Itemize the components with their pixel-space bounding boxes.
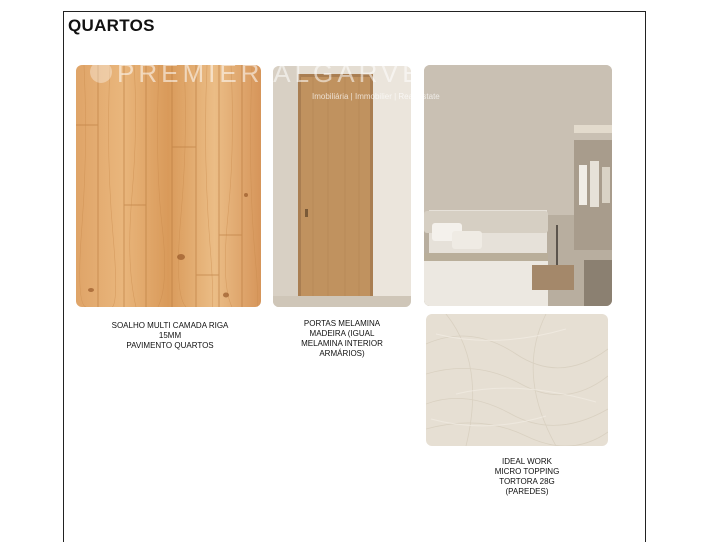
watermark-brand: PREMIER ALGARVE xyxy=(117,58,424,88)
page-title: QUARTOS xyxy=(68,16,155,35)
micro-topping-image xyxy=(426,314,608,446)
caption-line: SOALHO MULTI CAMADA RIGA xyxy=(111,321,229,330)
micro-topping-caption xyxy=(467,457,587,497)
bedroom-render-image xyxy=(424,65,612,306)
melamine-door-caption xyxy=(282,319,402,359)
watermark-tagline: Imobiliária | Immobilier | Real Estate xyxy=(312,92,440,101)
wood-floor-caption xyxy=(90,321,250,351)
caption-line: TORTORA 28G xyxy=(499,477,555,486)
caption-line: PAVIMENTO QUARTOS xyxy=(126,341,214,350)
caption-line: PORTAS MELAMINA xyxy=(303,319,381,328)
caption-line: MICRO TOPPING xyxy=(494,467,560,476)
caption-line: MELAMINA INTERIOR xyxy=(301,339,383,348)
caption-line: IDEAL WORK xyxy=(502,457,552,466)
premier-algarve-logo-icon xyxy=(90,61,112,83)
caption-line: 15MM xyxy=(158,331,182,340)
caption-line: (PAREDES) xyxy=(505,487,549,496)
melamine-door-image xyxy=(273,66,411,307)
wood-floor-image xyxy=(76,65,261,307)
caption-line: ARMÁRIOS) xyxy=(319,349,365,358)
caption-line: MADEIRA (IGUAL xyxy=(309,329,375,338)
